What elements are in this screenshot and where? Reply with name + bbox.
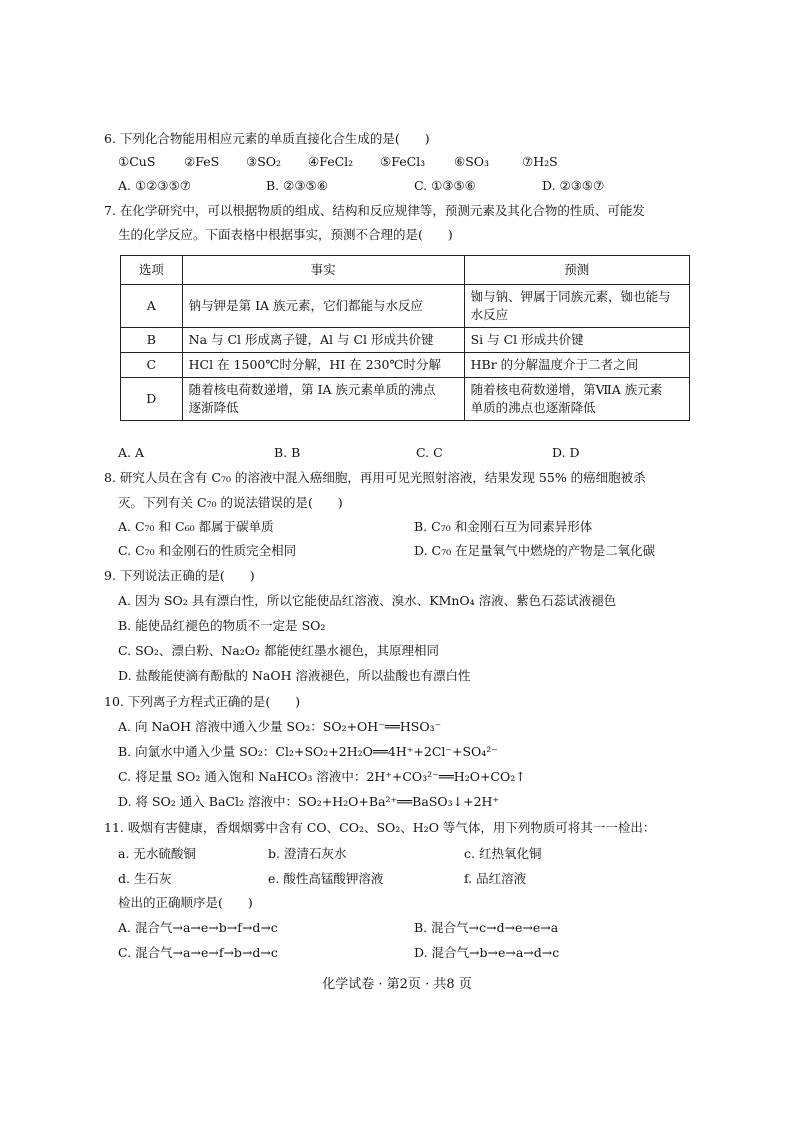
- table-row: [121, 328, 690, 353]
- q8-option-a: A. C₇₀ 和 C₆₀ 都属于碳单质: [118, 519, 274, 534]
- q10-option-b: B. 向氯水中通入少量 SO₂：Cl₂+SO₂+2H₂O══4H⁺+2Cl⁻+SO₄²⁻: [118, 744, 498, 759]
- page-footer: 化学试卷 · 第2页 · 共8 页: [322, 977, 472, 992]
- q6-item: ③SO₂: [246, 154, 282, 169]
- prediction-line: 铷与钠、钾属于同族元素，铷也能与: [470, 289, 671, 304]
- q10-option-a: A. 向 NaOH 溶液中通入少量 SO₂：SO₂+OH⁻══HSO₃⁻: [118, 719, 442, 734]
- cell-prediction: [464, 285, 689, 328]
- q6-item: ⑥SO₃: [454, 154, 490, 169]
- q11-sub-stem: 检出的正确顺序是( ): [118, 895, 253, 910]
- q7-facts-table: [120, 255, 690, 421]
- q11-option-c: C. 混合气→a→e→f→b→d→c: [118, 945, 278, 960]
- cell-option: B: [121, 328, 183, 353]
- q7-option-c: C. C: [416, 445, 443, 460]
- q7-stem-line2: 生的化学反应。下面表格中根据事实，预测不合理的是( ): [118, 227, 453, 242]
- q11-reagent: c. 红热氧化铜: [464, 846, 542, 861]
- q10-option-c: C. 将足量 SO₂ 通入饱和 NaHCO₃ 溶液中：2H⁺+CO₃²⁻══H₂O+CO₂↑: [118, 769, 526, 784]
- header-fact: 事实: [182, 256, 464, 285]
- q9-option-d: D. 盐酸能使滴有酚酞的 NaOH 溶液褪色，所以盐酸也有漂白性: [118, 668, 471, 683]
- q11-option-d: D. 混合气→b→e→a→d→c: [414, 945, 560, 960]
- q11-reagent: d. 生石灰: [118, 871, 172, 886]
- fact-line: 逐渐降低: [188, 400, 239, 415]
- q7-option-b: B. B: [274, 445, 301, 460]
- cell-prediction: Si 与 Cl 形成共价键: [464, 328, 689, 353]
- q6-item: ⑦H₂S: [522, 154, 558, 169]
- table-row: [121, 285, 690, 328]
- q11-reagent: e. 酸性高锰酸钾溶液: [268, 871, 384, 886]
- cell-fact: 钠与钾是第 IA 族元素，它们都能与水反应: [182, 285, 464, 328]
- q7-option-d: D. D: [552, 445, 580, 460]
- prediction-line: 随着核电荷数递增，第ⅦA 族元素: [470, 382, 663, 397]
- q11-option-a: A. 混合气→a→e→b→f→d→c: [118, 920, 278, 935]
- q8-option-c: C. C₇₀ 和金刚石的性质完全相同: [118, 543, 297, 558]
- q9-option-a: A. 因为 SO₂ 具有漂白性，所以它能使品红溶液、溴水、KMnO₄ 溶液、紫色石蕊试液褪色: [118, 593, 617, 608]
- cell-option: D: [121, 378, 183, 421]
- cell-fact: [182, 378, 464, 421]
- q6-item: ②FeS: [184, 154, 220, 169]
- cell-prediction: [464, 378, 689, 421]
- cell-fact: HCl 在 1500℃时分解，HI 在 230℃时分解: [182, 353, 464, 378]
- prediction-line: 单质的沸点也逐渐降低: [470, 400, 596, 415]
- q11-reagent: f. 品红溶液: [464, 871, 527, 886]
- q6-stem: 6. 下列化合物能用相应元素的单质直接化合生成的是( ): [104, 131, 430, 146]
- cell-prediction: HBr 的分解温度介于二者之间: [464, 353, 689, 378]
- cell-option: C: [121, 353, 183, 378]
- q9-stem: 9. 下列说法正确的是( ): [104, 568, 255, 583]
- q6-option-c: C. ①③⑤⑥: [414, 178, 476, 193]
- q10-stem: 10. 下列离子方程式正确的是( ): [104, 694, 301, 709]
- table-row: [121, 353, 690, 378]
- q6-item: ①CuS: [118, 154, 156, 169]
- cell-option: A: [121, 285, 183, 328]
- q8-stem-line2: 灭。下列有关 C₇₀ 的说法错误的是( ): [118, 495, 343, 510]
- header-option: 选项: [121, 256, 183, 285]
- q8-option-d: D. C₇₀ 在足量氧气中燃烧的产物是二氧化碳: [414, 543, 656, 558]
- q8-option-b: B. C₇₀ 和金刚石互为同素异形体: [414, 519, 593, 534]
- q6-item: ⑤FeCl₃: [380, 154, 426, 169]
- table-header-row: [121, 256, 690, 285]
- q9-option-b: B. 能使品红褪色的物质不一定是 SO₂: [118, 618, 326, 633]
- q7-option-a: A. A: [118, 445, 145, 460]
- q6-item: ④FeCl₂: [308, 154, 354, 169]
- fact-line: 随着核电荷数递增，第 IA 族元素单质的沸点: [188, 382, 436, 397]
- cell-fact: Na 与 Cl 形成离子键，Al 与 Cl 形成共价键: [182, 328, 464, 353]
- q11-stem: 11. 吸烟有害健康，香烟烟雾中含有 CO、CO₂、SO₂、H₂O 等气体，用下列物质可将其一一检出：: [104, 820, 656, 835]
- q10-option-d: D. 将 SO₂ 通入 BaCl₂ 溶液中：SO₂+H₂O+Ba²⁺══BaSO₃↓+2H⁺: [118, 794, 500, 809]
- header-prediction: 预测: [464, 256, 689, 285]
- q11-reagent: b. 澄清石灰水: [268, 846, 347, 861]
- prediction-line: 水反应: [470, 307, 509, 322]
- q6-option-b: B. ②③⑤⑥: [266, 178, 328, 193]
- q8-stem-line1: 8. 研究人员在含有 C₇₀ 的溶液中混入癌细胞，再用可见光照射溶液，结果发现 55% 的癌细胞被杀: [104, 470, 646, 485]
- q9-option-c: C. SO₂、漂白粉、Na₂O₂ 都能使红墨水褪色，其原理相同: [118, 643, 440, 658]
- q7-stem-line1: 7. 在化学研究中，可以根据物质的组成、结构和反应规律等，预测元素及其化合物的性质、可能发: [104, 203, 645, 218]
- q11-option-b: B. 混合气→c→d→e→e→a: [414, 920, 559, 935]
- q6-option-d: D. ②③⑤⑦: [542, 178, 605, 193]
- q11-reagent: a. 无水硫酸铜: [118, 846, 196, 861]
- q6-option-a: A. ①②③⑤⑦: [118, 178, 192, 193]
- table-row: [121, 378, 690, 421]
